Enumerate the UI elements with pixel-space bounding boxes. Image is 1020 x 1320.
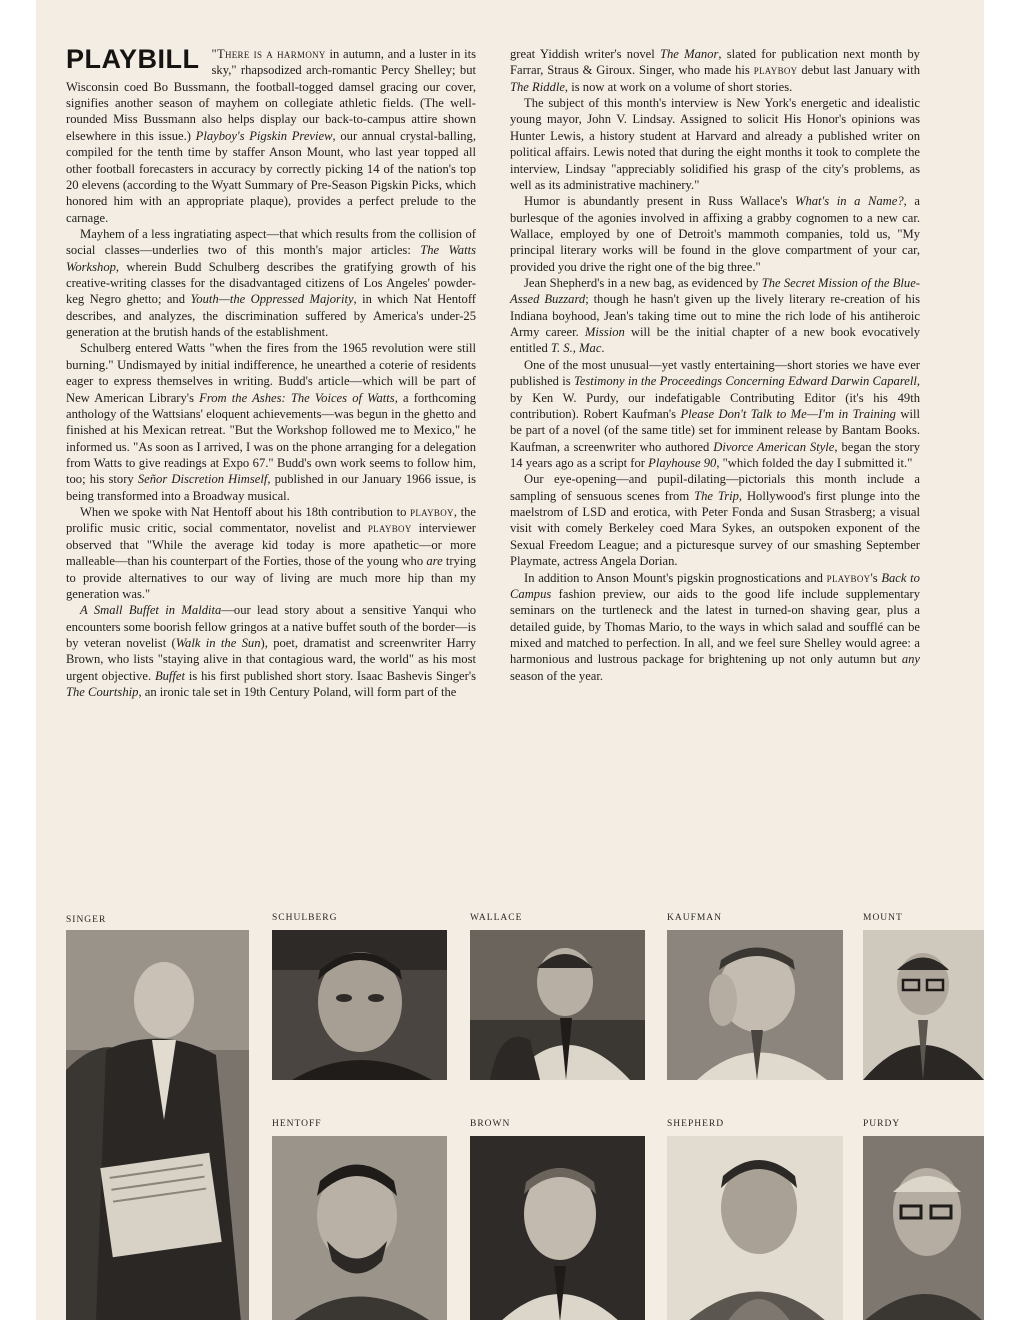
caption-schulberg: SCHULBERG [272,913,338,923]
right-column [510,46,920,684]
paragraph: Humor is abundantly present in Russ Wallace's What's in a Name?, a burlesque of the agonies involved in affixing a grabby cognomen to a new car. Wallace, employed by one of Detroit's mammoth companies, told us, "My principal literary works will be found in the glove compartment of your car, provided you drive the right one of the big three." [510,194,920,274]
paragraph: Schulberg entered Watts "when the fires from the 1965 revolution were still burning." Undismayed by initial indifference, he unearthed a coterie of residents eager to express themselves in writing. Budd's article—which will be part of New American Library's From the Ashes: The Voices of Watts, a forthcoming anthology of the Wattsians' eloquent achievements—was begun in the ghetto and finished at his Mexican retreat. "But the Workshop followed me to Mexico," he informed us. "As soon as I arrived, I was on the phone arranging for a delegation from Watts to give readings at Expo 67." Budd's own work seems to follow him, too; his story Señor Discretion Himself, published in our January 1966 issue, is being transformed into a Broadway musical. [66,341,476,503]
caption-shepherd: SHEPHERD [667,1119,725,1129]
paragraph: Mayhem of a less ingratiating aspect—that which results from the collision of social classes—underlies two of this month's major articles: The Watts Workshop, wherein Budd Schulberg describes the gratifying growth of his creative-writing classes for the disadvantaged citizens of Los Angeles' powder-keg Negro ghetto; and Youth—the Oppressed Majority, in which Nat Hentoff describes, and analyzes, the discrimination suffered by America's under-25 generation at the brutish hands of the establishment. [66,226,477,340]
photo-shepherd [667,1136,843,1320]
magazine-page [36,0,984,1320]
paragraph: PLAYBILL "There is a harmony in autumn, and a luster in its sky," rhapsodized arch-romantic Percy Shelley; but Wisconsin coed Bo Bussmann, the football-togged damsel gracing our cover, signifies another season of mayhem on collegiate athletic fields. (The well-rounded Miss Bussmann also helps display our back-to-campus attire shown elsewhere in this issue.) Playboy's Pigskin Preview, our annual crystal-balling, compiled for the tenth time by staffer Anson Mount, who last year topped all other football forecasters in accuracy by correctly picking 14 of the nation's top 20 elevens (according to the Wyatt Summary of Pre-Season Pigskin Picks, which honored him with an appropriate plaque), provides a perfect prelude to the carnage. [66,44,476,225]
paragraph: Jean Shepherd's in a new bag, as evidenced by The Secret Mission of the Blue-Assed Buzzard; though he hasn't given up the lively literary re-creation of his Indiana boyhood, Jean's taking time out to mine the rich lode of his antiheroic Army career. Mission will be the initial chapter of a new book evocatively entitled T. S., Mac. [510,276,920,356]
photo-hentoff [272,1136,447,1320]
paragraph: great Yiddish writer's novel The Manor, slated for publication next month by Farrar, Straus & Giroux. Singer, who made his playboy debut last January with The Riddle, is now at work on a volume of short stories. [510,47,920,94]
caption-brown: BROWN [470,1119,511,1129]
caption-singer: SINGER [66,915,107,925]
contributor-photos [66,912,984,1320]
photo-mount [863,930,984,1080]
caption-purdy: PURDY [863,1119,901,1129]
photo-wallace [470,930,645,1080]
paragraph: The subject of this month's interview is New York's energetic and idealistic young mayor, John V. Lindsay. Assigned to solicit His Honor's opinions was Hunter Lewis, a history student at Harvard and already a published writer on political affairs. Lewis noted that during the eight months it took to complete the interview, Lindsay "appreciably solidified his grasp of the city's problems, as well as its administrative machinery." [510,96,920,192]
photo-schulberg [272,930,447,1080]
masthead-title: PLAYBILL [66,44,200,74]
caption-mount: MOUNT [863,913,903,923]
photo-singer [66,930,249,1320]
paragraph: In addition to Anson Mount's pigskin prognostications and playboy's Back to Campus fashion preview, our aids to the good life include supplementary seminars on the turtleneck and the latest in turned-on shaving gear, plus a detailed guide, by Thomas Mario, to the ways in which salad and soufflé can be mixed and matched to perfection. In all, and we feel sure Shelley would agree: a harmonious and lustrous package for brightening up not only autumn but any season of the year. [510,570,920,683]
caption-kaufman: KAUFMAN [667,913,723,923]
left-column [66,46,476,700]
paragraph: When we spoke with Nat Hentoff about his 18th contribution to playboy, the prolific music critic, social commentator, novelist and playboy interviewer observed that "While the average kid today is more apathetic—or more malleable—than his counterpart of the Forties, those of the young who are trying to provide alternatives to our way of living are much more hip than my generation was." [66,505,476,601]
caption-wallace: WALLACE [470,913,523,923]
photo-brown [470,1136,645,1320]
photo-purdy [863,1136,984,1320]
photo-kaufman [667,930,843,1080]
caption-hentoff: HENTOFF [272,1119,322,1129]
paragraph: Our eye-opening—and pupil-dilating—pictorials this month include a sampling of sensuous scenes from The Trip, Hollywood's first plunge into the maelstrom of LSD and erotica, with Peter Fonda and Susan Strasberg; a visual visit with comely Berkeley coed Mara Sykes, an outspoken exponent of the Sexual Freedom League; and a picturesque survey of our smashing September Playmate, actress Angela Dorian. [510,472,920,569]
paragraph: A Small Buffet in Maldita—our lead story about a sensitive Yanqui who encounters some boorish fellow gringos at a native buffet south of the border—is by veteran novelist (Walk in the Sun), poet, dramatist and screenwriter Harry Brown, who lists "staying alive in that contagious ward, the world" as his most urgent objective. Buffet is his first published short story. Isaac Bashevis Singer's The Courtship, an ironic tale set in 19th Century Poland, will form part of the [66,603,476,700]
paragraph: One of the most unusual—yet vastly entertaining—short stories we have ever published is Testimony in the Proceedings Concerning Edward Darwin Caparell, by Ken W. Purdy, our indefatigable Contributing Editor (it's his 49th contribution). Robert Kaufman's Please Don't Talk to Me—I'm in Training will be part of a novel (of the same title) set for imminent release by Bantam Books. Kaufman, a screenwriter who authored Divorce American Style, began the story 14 years ago as a script for Playhouse 90, "which folded the day I submitted it." [510,357,921,470]
